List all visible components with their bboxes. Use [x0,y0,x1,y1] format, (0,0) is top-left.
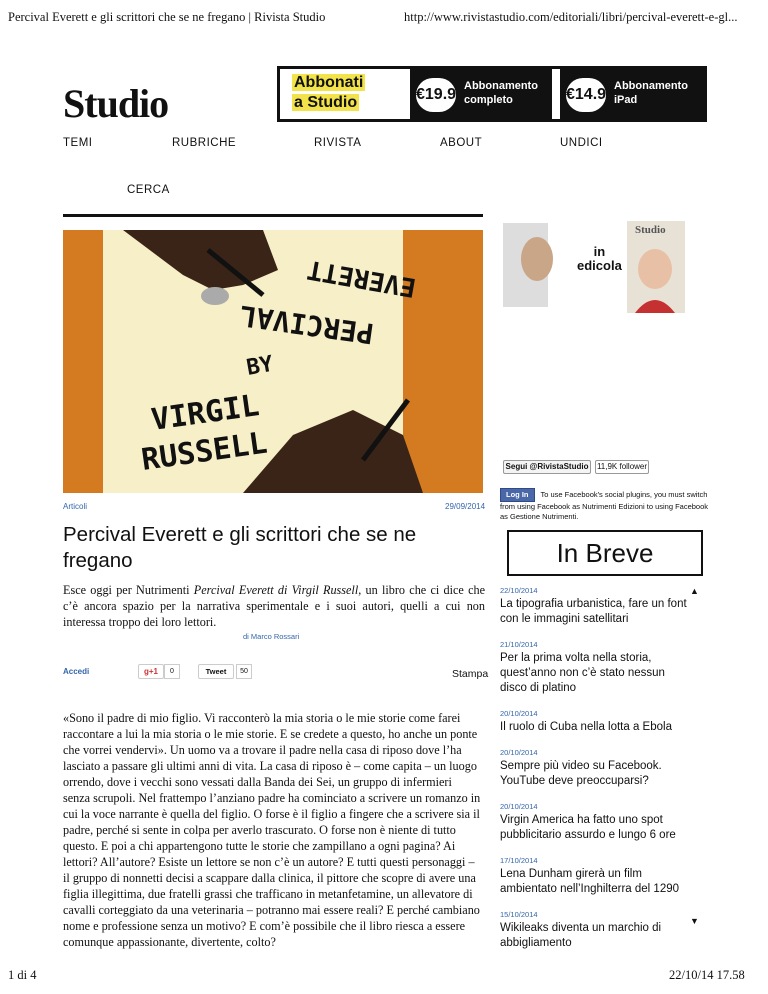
lead-text-2: , un libro che ci dice che c’è ancora spazio per la narrativa sperimentale e i suoi autori, quelli a cui non interessa troppo dei loro lettori. [63,583,486,629]
gplus-icon: g [143,667,149,676]
site-logo[interactable]: Studio [63,81,169,126]
offer-complete-label [464,79,538,107]
offer-ipad-label [614,79,688,107]
nav-undici[interactable]: UNDICI [560,137,603,149]
breve-date: 22/10/2014 [500,586,538,595]
nav-rubriche[interactable]: RUBRICHE [172,137,237,149]
list-item[interactable] [500,856,690,897]
gplus-label: +1 [148,667,158,676]
nav-cerca[interactable]: CERCA [127,184,170,196]
subscribe-cta-line2: a Studio [294,94,358,111]
nav-rivista[interactable]: RIVISTA [314,137,362,149]
breve-headline[interactable]: Il ruolo di Cuba nella lotta a Ebola [500,721,672,733]
breve-date: 20/10/2014 [500,802,538,811]
print-header-title: Percival Everett e gli scrittori che se ne fregano | Rivista Studio [8,10,326,24]
breve-headline[interactable]: Virgin America ha fatto uno spot pubblicitario assurdo e lungo 6 ore [500,814,676,841]
list-item[interactable] [500,640,690,696]
in-breve-list [500,586,690,949]
hero-text-by: BY [244,351,276,381]
offer-complete-line2: completo [464,94,513,106]
list-item[interactable] [500,586,690,627]
breve-date: 15/10/2014 [500,910,538,919]
hero-text-percival: PERCIVAL [237,298,376,351]
breve-headline[interactable]: Per la prima volta nella storia, quest’anno non c’è stato nessun disco di platino [500,652,665,694]
hero-text-virgil: VIRGIL [149,388,262,438]
edicola-label [577,245,622,273]
gplus-button[interactable] [138,664,164,679]
breve-headline[interactable]: Wikileaks diventa un marchio di abbigliamento [500,922,662,949]
article-section-link[interactable]: Articoli [63,502,88,511]
nav-temi[interactable]: TEMI [63,137,93,149]
print-button[interactable]: Stampa [452,668,489,680]
gplus-count: 0 [164,664,180,679]
nav-about[interactable]: ABOUT [440,137,483,149]
in-breve-title: In Breve [556,538,654,568]
accedi-link[interactable]: Accedi [63,667,90,676]
print-page-number: 1 di 4 [8,968,37,982]
subscribe-cta[interactable] [292,73,365,113]
subscribe-cta-line1: Abbonati [294,74,364,91]
offer-complete[interactable] [410,69,552,119]
offer-ipad-line1: Abbonamento [614,80,688,92]
twitter-follow-button[interactable]: Segui @RivistaStudio [503,460,591,474]
breve-date: 20/10/2014 [500,748,538,757]
in-breve-scrollbar[interactable] [690,586,700,928]
facebook-login-button[interactable]: Log In [500,488,535,502]
article-body: «Sono il padre di mio figlio. Vi racconterò la mia storia o le mie storie come farei raccontare a lui la mia storia o le mie storie. E se credete a questo, ho anche un ponte che vorrei vendervi». Un uomo va a trovare il padre nella casa di riposo dove l’ha lasciato a passare gli ultimi anni di vita. La casa di riposo è – come capita – un luogo orrendo, dove i vecchi sono vessati dalla Banda dei Sei, un gruppo di infermieri senza scrupoli. Nel frattempo l’anziano padre ha cominciato a scrivere un romanzo in cui la voce narrante è quella del figlio. O forse è il figlio a fingere che a scrivere sia il padre, perché si sente in colpa per averlo trascurato. O forse non è niente di tutto questo. E poi a chi appartengono tutte le storie che zampillano a ogni pagina? Ai lettori? All’autore? Esiste un lettore se non c’è un autore? E tutti questi personaggi – il gruppo di nonnetti decisi a scappare dalla clinica, il pittore che scopre di avere una figlia illegittima, due fratelli grassi che trafficano in metanfetamine, un allevatore di cavalli corteggiato da una veterinaria – potranno mai essere reali? E perché cambiano nome e professione senza un motivo? E com’è possibile che il libro riesca a essere comunque appassionante, divertente, colto? [63,711,481,949]
breve-date: 17/10/2014 [500,856,538,865]
breve-date: 20/10/2014 [500,709,538,718]
list-item[interactable] [500,709,690,735]
top-fingernail [201,287,229,305]
subscribe-banner[interactable] [277,66,707,122]
header-divider [63,214,483,217]
breve-headline[interactable]: La tipografia urbanistica, fare un font con le immagini satellitari [500,598,687,625]
hero-illustration [63,230,483,493]
hero-text-russell: RUSSELL [139,425,270,478]
offer-ipad-line2: iPad [614,94,638,106]
bottom-hand [243,410,423,493]
facebook-notice [500,488,710,522]
cover-right-face [638,249,672,289]
edicola-promo[interactable] [497,219,687,317]
tweet-count: 50 [236,664,252,679]
cover-right-logo: Studio [635,224,666,236]
offer-complete-price: €19.99 [416,78,456,112]
in-breve-header [507,530,703,576]
edicola-edicola: edicola [577,258,622,273]
breve-date: 21/10/2014 [500,640,538,649]
article-date: 29/09/2014 [445,502,486,511]
hero-artwork [63,230,483,493]
offer-ipad[interactable] [560,69,704,119]
article-lead [63,582,485,630]
list-item[interactable] [500,748,690,789]
offer-ipad-price: €14.99 [566,78,606,112]
scroll-up-icon[interactable]: ▲ [690,586,699,596]
breve-headline[interactable]: Sempre più video su Facebook. YouTube deve preoccuparsi? [500,760,662,787]
list-item[interactable] [500,802,690,843]
list-item[interactable] [500,910,690,951]
cover-left-face [521,237,553,281]
offer-complete-line1: Abbonamento [464,80,538,92]
edicola-in: in [593,244,606,259]
tweet-button[interactable]: Tweet [198,664,234,679]
breve-headline[interactable]: Lena Dunham girerà un film ambientato nell’Inghilterra del 1290 [500,868,680,895]
twitter-follower-count: 11,9K follower [595,460,649,474]
print-header-url: http://www.rivistastudio.com/editoriali/libri/percival-everett-e-gl... [404,10,738,24]
print-datetime: 22/10/14 17.58 [669,968,745,982]
scroll-down-icon[interactable]: ▼ [690,916,699,926]
lead-book-title: Percival Everett di Virgil Russell [193,583,359,597]
article-author[interactable]: di Marco Rossari [243,632,300,641]
facebook-notice-text: To use Facebook's social plugins, you must switch from using Facebook as Nutrimenti Edizioni to using Facebook as Gestione Nutrimenti. [500,490,709,521]
lead-text-1: Esce oggi per Nutrimenti [63,583,194,597]
hero-text-everett: EVERETT [305,253,419,303]
top-hand [123,230,278,290]
article-title: Percival Everett e gli scrittori che se ne fregano [63,523,417,572]
